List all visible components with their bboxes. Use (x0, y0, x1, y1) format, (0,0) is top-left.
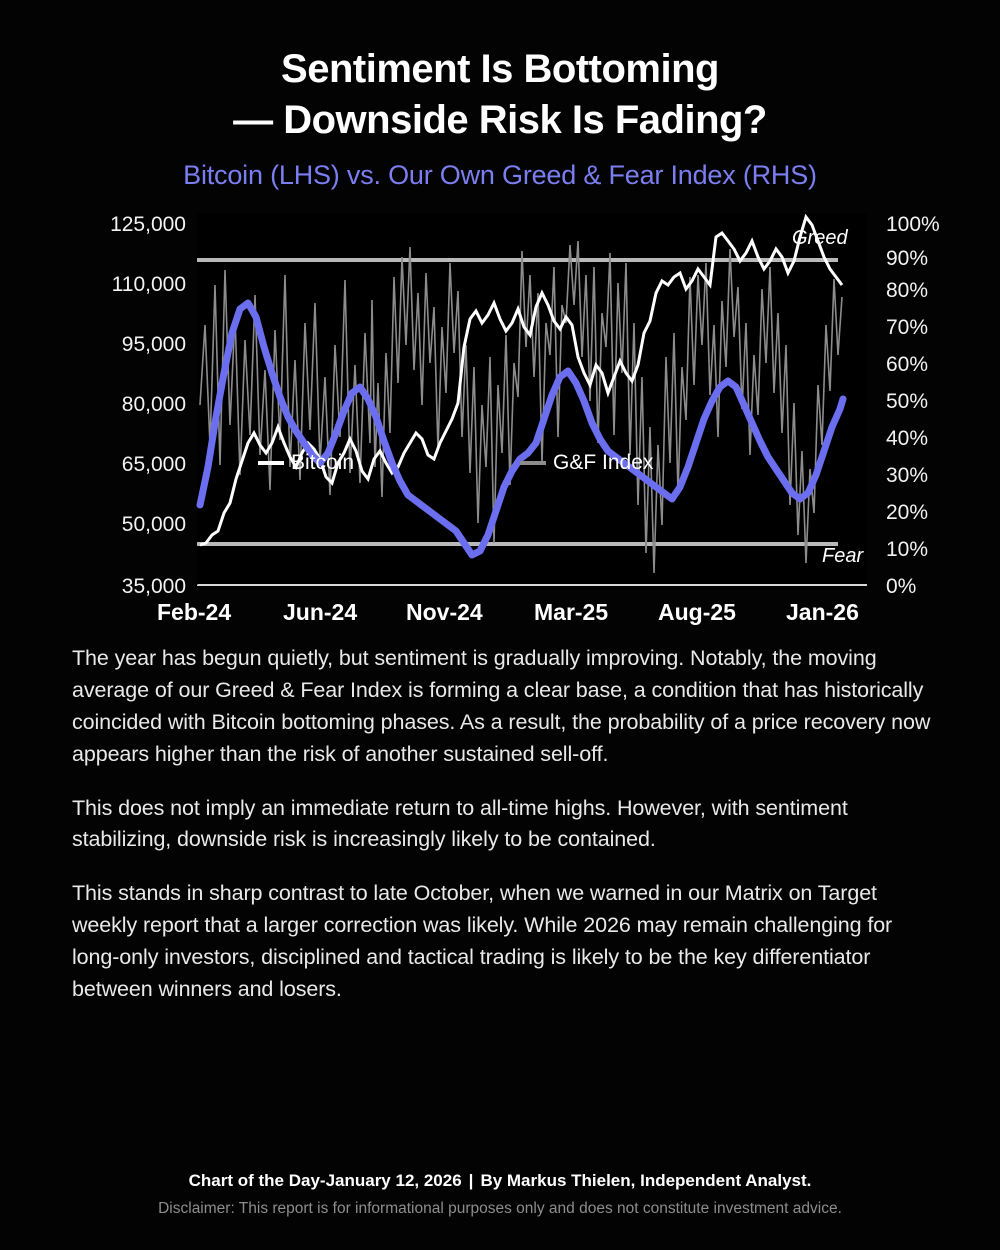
footer-credit (0, 1171, 1000, 1191)
x-tick-mar-25: Mar-25 (534, 599, 609, 626)
chart-plot (0, 205, 1000, 635)
commentary-paragraph-3: This stands in sharp contrast to late October, when we warned in our Matrix on Target weekly report that a larger correction was likely. While 2026 may remain challenging for long-only investors, disciplined and tactical trading is likely to be the key differentiator between winners and losers. (72, 881, 893, 1001)
y-left-tick-110000: 110,000 (111, 273, 186, 297)
y-right-tick-80: 80% (886, 279, 929, 303)
legend-label-gf-index: G&F Index (553, 451, 654, 475)
title-block (0, 0, 1000, 191)
footer-separator: | (468, 1171, 474, 1190)
band-label-fear: Fear (822, 545, 864, 568)
commentary-paragraph-1: The year has begun quietly, but sentiment is gradually improving. Notably, the moving average of our Greed & Fear Index is forming a clear base, a condition that has historically coincided with Bitcoin bottoming phases. As a result, the probability of a price recovery now appears higher than the risk of another sustained sell-off. (72, 646, 931, 766)
y-left-tick-95000: 95,000 (121, 333, 186, 357)
y-left-tick-125000: 125,000 (110, 213, 186, 237)
band-label-greed: Greed (792, 227, 848, 250)
x-tick-jun-24: Jun-24 (283, 599, 358, 626)
footer-disclaimer: Disclaimer: This report is for informational purposes only and does not constitute investment advice. (158, 1200, 842, 1217)
y-right-tick-0: 0% (886, 575, 917, 599)
page-title-line-2: — Downside Risk Is Fading? (233, 98, 767, 143)
footer-author: By Markus Thielen, Independent Analyst. (480, 1171, 812, 1190)
y-right-tick-10: 10% (886, 538, 929, 562)
footer (0, 1171, 1000, 1218)
y-right-tick-90: 90% (886, 247, 929, 271)
x-tick-nov-24: Nov-24 (406, 599, 483, 626)
commentary-text (0, 635, 1000, 1005)
y-right-tick-70: 70% (886, 316, 929, 340)
y-right-tick-20: 20% (886, 501, 929, 525)
footer-chart-of-the-day: Chart of the Day-January 12, 2026 (188, 1171, 462, 1190)
y-right-tick-100: 100% (886, 213, 940, 237)
chart-subtitle: Bitcoin (LHS) vs. Our Own Greed & Fear Index (RHS) (183, 160, 817, 191)
y-left-tick-35000: 35,000 (121, 575, 186, 599)
legend-label-bitcoin: Bitcoin (291, 451, 355, 475)
x-tick-jan-26: Jan-26 (786, 599, 859, 626)
chart-container (0, 205, 1000, 635)
x-tick-feb-24: Feb-24 (157, 599, 232, 626)
y-right-tick-50: 50% (886, 390, 929, 414)
y-right-tick-30: 30% (886, 464, 929, 488)
y-left-tick-50000: 50,000 (121, 513, 186, 537)
commentary-paragraph-2: This does not imply an immediate return to all-time highs. However, with sentiment stabilizing, downside risk is increasingly likely to be contained. (72, 795, 848, 852)
y-left-tick-80000: 80,000 (121, 393, 186, 417)
x-tick-aug-25: Aug-25 (658, 599, 736, 626)
y-left-tick-65000: 65,000 (121, 453, 186, 477)
plot-background (197, 213, 867, 585)
y-right-tick-40: 40% (886, 427, 929, 451)
y-right-tick-60: 60% (886, 353, 929, 377)
page-title-line-1: Sentiment Is Bottoming (281, 47, 719, 91)
